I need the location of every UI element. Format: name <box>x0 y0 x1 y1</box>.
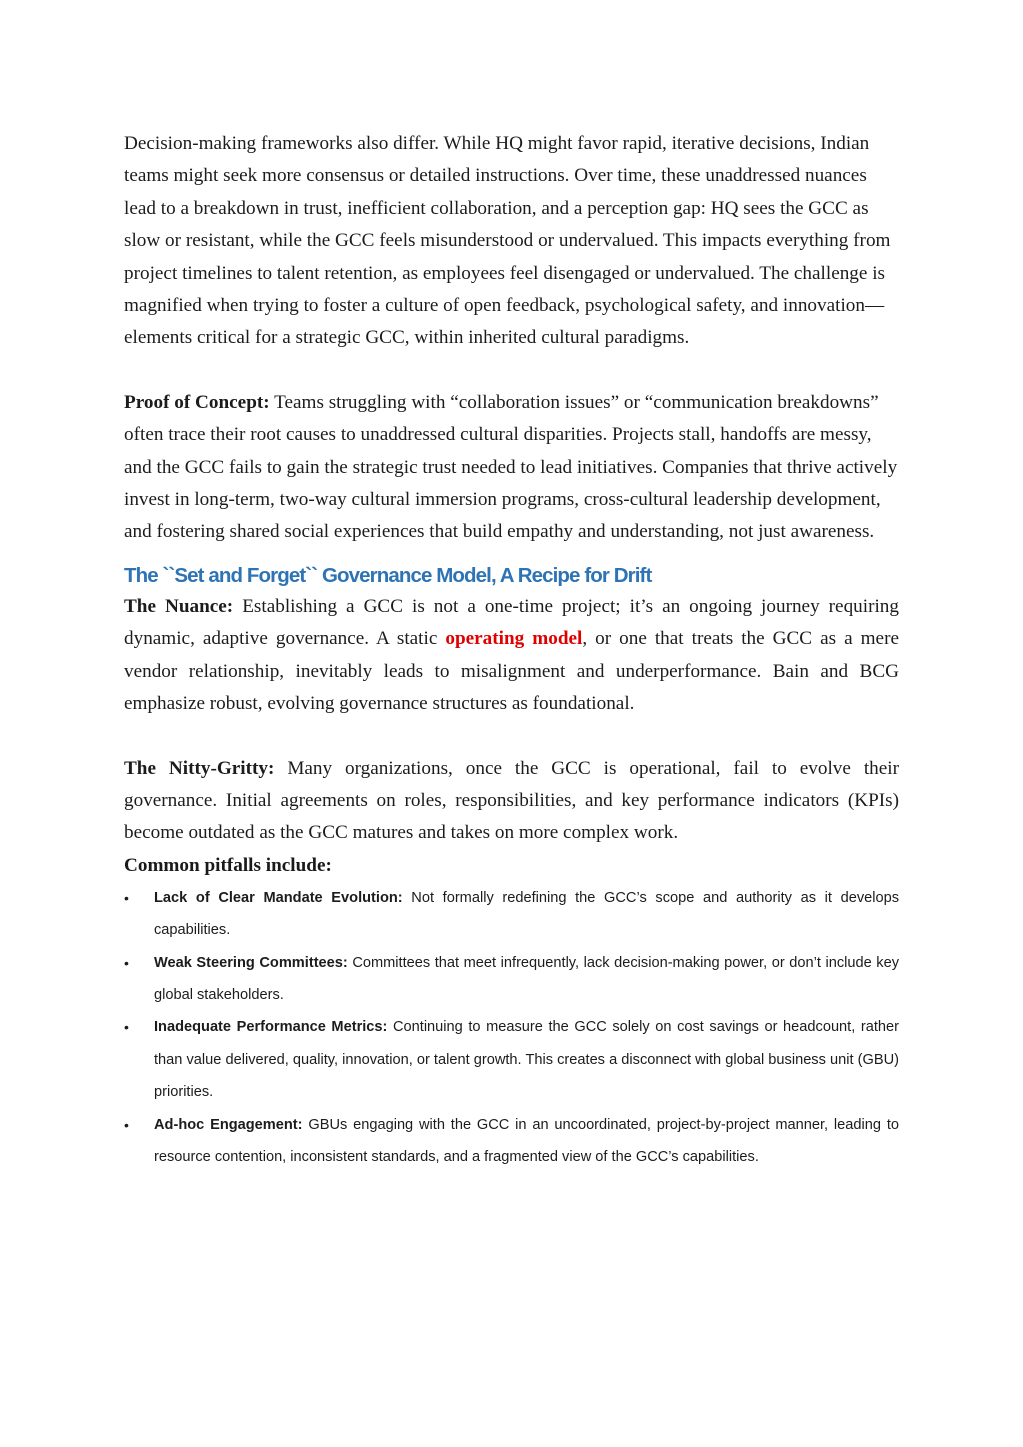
proof-of-concept-text: Teams struggling with “collaboration issues” or “communication breakdowns” often trace their root causes to unaddressed cultural disparities. Projects stall, handoffs are messy, and the GCC fails to gain the strategic trust needed to lead initiatives. Companies that thrive actively invest in long-term, two-way cultural immersion programs, cross-cultural leadership development, and fostering shared social experiences that build empathy and understanding, not just awareness. <box>124 391 898 543</box>
pitfall-label: Lack of Clear Mandate Evolution: <box>154 889 403 906</box>
list-item <box>124 947 899 1012</box>
bullet-icon: • <box>124 954 129 971</box>
proof-of-concept-paragraph <box>124 387 899 549</box>
pitfall-text: Continuing to measure the GCC solely on cost savings or headcount, rather than value delivered, quality, innovation, or talent growth. This creates a disconnect with global business unit (GBU) priorities. <box>154 1019 899 1101</box>
list-item <box>124 1011 899 1108</box>
proof-of-concept-label: Proof of Concept: <box>124 391 270 413</box>
bullet-icon: • <box>124 1116 129 1133</box>
operating-model-link[interactable]: operating model <box>445 628 583 650</box>
nuance-text-before: Establishing a GCC is not a one-time project; it’s an ongoing journey requiring dynamic, adaptive governance. A static <box>124 595 899 650</box>
list-item <box>124 1109 899 1174</box>
pitfall-label: Ad-hoc Engagement: <box>154 1116 303 1133</box>
list-item <box>124 882 899 947</box>
pitfall-text: Committees that meet infrequently, lack decision-making power, or don’t include key global stakeholders. <box>154 954 899 1003</box>
bullet-icon: • <box>124 889 129 906</box>
intro-paragraph: Decision-making frameworks also differ. While HQ might favor rapid, iterative decisions, Indian teams might seek more consensus or detailed instructions. Over time, these unaddressed nuances lead to a breakdown in trust, inefficient collaboration, and a perception gap: HQ sees the GCC as slow or resistant, while the GCC feels misunderstood or undervalued. This impacts everything from project timelines to talent retention, as employees feel disengaged or undervalued. The challenge is magnified when trying to foster a culture of open feedback, psychological safety, and innovation—elements critical for a strategic GCC, within inherited cultural paradigms. <box>124 133 891 349</box>
nitty-gritty-text: Many organizations, once the GCC is operational, fail to evolve their governance. Initial agreements on roles, responsibilities, and key performance indicators (KPIs) become outdated as the GCC matures and takes on more complex work. <box>124 757 899 844</box>
pitfall-label: Weak Steering Committees: <box>154 954 348 971</box>
section-heading: The ``Set and Forget`` Governance Model, A Recipe for Drift <box>124 563 652 587</box>
pitfall-text: GBUs engaging with the GCC in an uncoordinated, project-by-project manner, leading to resource contention, inconsistent standards, and a fragmented view of the GCC’s capabilities. <box>154 1116 900 1165</box>
spacer <box>124 355 899 387</box>
nuance-paragraph <box>124 591 899 721</box>
nitty-gritty-paragraph <box>124 753 899 850</box>
pitfalls-heading: Common pitfalls include: <box>124 854 332 876</box>
spacer <box>124 721 899 753</box>
nuance-label: The Nuance: <box>124 595 234 617</box>
bullet-icon: • <box>124 1019 129 1036</box>
document-page <box>124 128 899 1173</box>
pitfall-label: Inadequate Performance Metrics: <box>154 1019 388 1036</box>
nitty-gritty-label: The Nitty-Gritty: <box>124 757 275 779</box>
pitfalls-list <box>124 882 899 1174</box>
nuance-text-after: , or one that treats the GCC as a mere vendor relationship, inevitably leads to misalignment and underperformance. Bain and BCG emphasize robust, evolving governance structures as foundational. <box>124 628 899 715</box>
pitfall-text: Not formally redefining the GCC’s scope and authority as it develops capabilities. <box>154 889 899 939</box>
